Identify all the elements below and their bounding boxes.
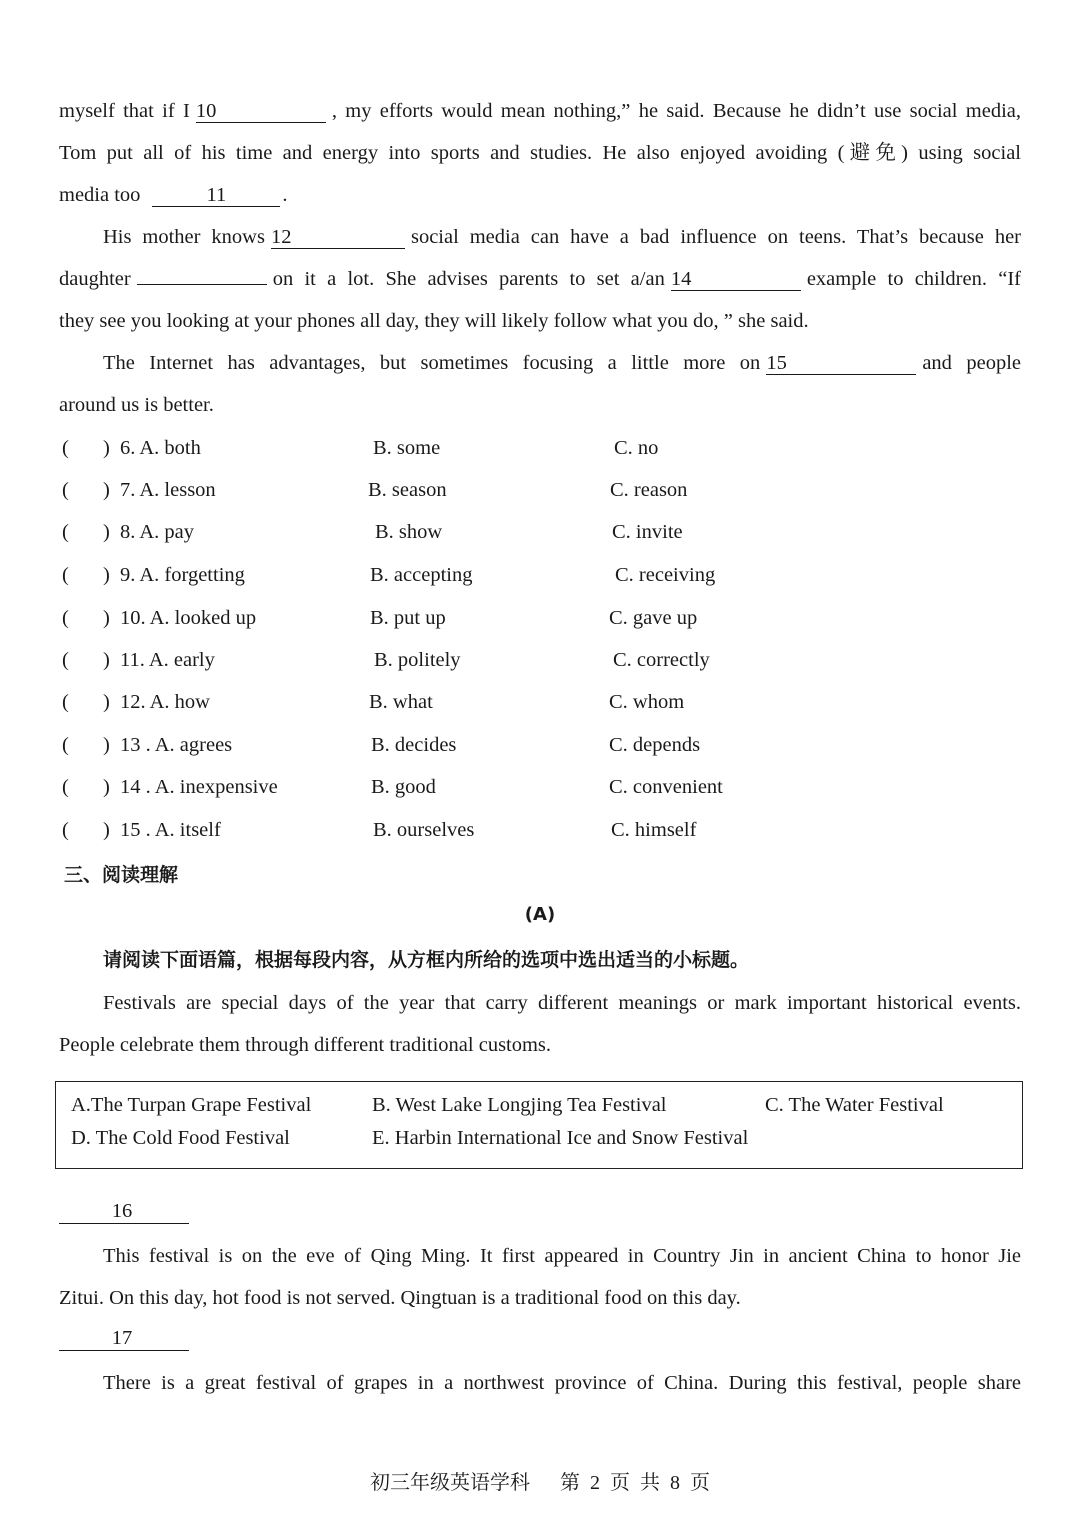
option-b: B. accepting — [370, 564, 473, 586]
answer-paren-close: ) — [103, 649, 110, 671]
page-footer: 初三年级英语学科 第 2 页 共 8 页 — [370, 1472, 710, 1494]
box-option-d: D. The Cold Food Festival — [71, 1127, 290, 1149]
answer-paren-open: ( — [62, 819, 69, 841]
passage-line-3 — [59, 181, 1021, 209]
option-a: 13 . A. agrees — [120, 734, 233, 756]
box-option-c: C. The Water Festival — [765, 1094, 944, 1116]
option-a: 7. A. lesson — [120, 479, 216, 501]
box-option-b: B. West Lake Longjing Tea Festival — [372, 1094, 667, 1116]
option-c: C. convenient — [609, 776, 723, 798]
option-a: 11. A. early — [120, 649, 215, 671]
intro-line-1: Festivals are special days of the year that carry different meanings or mark important historical events. — [103, 992, 1021, 1014]
passage-text: social media can have a bad influence on teens. That’s because her — [410, 226, 1021, 248]
answer-paren-open: ( — [62, 649, 69, 671]
answer-paren-close: ) — [103, 564, 110, 586]
item16-line-1: This festival is on the eve of Qing Ming. It first appeared in Country Jin in ancient China to honor Jie — [103, 1245, 1021, 1267]
answer-paren-close: ) — [103, 691, 110, 713]
passage-text: and people — [922, 352, 1021, 374]
passage-line-5 — [59, 265, 1021, 293]
passage-text: . — [282, 184, 288, 206]
passage-line-8: around us is better. — [59, 394, 214, 416]
option-b: B. good — [371, 776, 436, 798]
passage-text: myself that if I — [59, 100, 190, 122]
heading-blank-17: 17 — [59, 1326, 189, 1351]
option-b: B. ourselves — [373, 819, 475, 841]
passage-line-7 — [103, 349, 1021, 377]
answer-blank-10: 10 — [196, 100, 326, 123]
heading-options-box — [55, 1081, 1023, 1169]
section-instruction: 请阅读下面语篇，根据每段内容，从方框内所给的选项中选出适当的小标题。 — [103, 949, 750, 971]
section-title: 三、阅读理解 — [64, 864, 179, 886]
answer-paren-open: ( — [62, 437, 69, 459]
box-option-e: E. Harbin International Ice and Snow Festival — [372, 1127, 749, 1149]
option-a: 10. A. looked up — [120, 607, 257, 629]
answer-blank-13 — [137, 284, 267, 285]
option-c: C. whom — [609, 691, 685, 713]
answer-paren-close: ) — [103, 776, 110, 798]
answer-paren-close: ) — [103, 437, 110, 459]
option-b: B. some — [373, 437, 441, 459]
option-c: C. depends — [609, 734, 701, 756]
passage-text: example to children. “If — [806, 268, 1021, 290]
option-a: 6. A. both — [120, 437, 201, 459]
answer-paren-open: ( — [62, 607, 69, 629]
answer-paren-open: ( — [62, 479, 69, 501]
option-a: 9. A. forgetting — [120, 564, 245, 586]
answer-paren-open: ( — [62, 564, 69, 586]
answer-blank-14: 14 — [671, 268, 801, 291]
answer-paren-close: ) — [103, 521, 110, 543]
answer-blank-12: 12 — [271, 226, 405, 249]
option-c: C. receiving — [615, 564, 716, 586]
passage-text: His mother knows — [103, 226, 265, 248]
passage-line-4 — [103, 223, 1021, 251]
option-c: C. himself — [611, 819, 697, 841]
option-c: C. gave up — [609, 607, 698, 629]
option-b: B. decides — [371, 734, 457, 756]
heading-blank-16: 16 — [59, 1199, 189, 1224]
answer-blank-11: 11 — [152, 184, 280, 207]
option-b: B. show — [375, 521, 443, 543]
passage-line-1 — [59, 97, 1021, 125]
answer-paren-close: ) — [103, 479, 110, 501]
answer-paren-open: ( — [62, 521, 69, 543]
answer-paren-open: ( — [62, 734, 69, 756]
item17-line-1: There is a great festival of grapes in a northwest province of China. During this festival, people share — [103, 1372, 1021, 1394]
option-b: B. politely — [374, 649, 461, 671]
option-c: C. reason — [610, 479, 688, 501]
passage-line-2: Tom put all of his time and energy into sports and studies. He also enjoyed avoiding (避免) using social — [59, 142, 1021, 164]
option-a: 15 . A. itself — [120, 819, 221, 841]
answer-paren-close: ) — [103, 819, 110, 841]
passage-text: media too — [59, 184, 141, 206]
option-b: B. put up — [370, 607, 446, 629]
answer-paren-open: ( — [62, 776, 69, 798]
option-b: B. season — [368, 479, 447, 501]
option-a: 14 . A. inexpensive — [120, 776, 278, 798]
passage-text: The Internet has advantages, but sometimes focusing a little more on — [103, 352, 761, 374]
item16-line-2: Zitui. On this day, hot food is not served. Qingtuan is a traditional food on this day. — [59, 1287, 741, 1309]
intro-line-2: People celebrate them through different traditional customs. — [59, 1034, 552, 1056]
box-option-a: A.The Turpan Grape Festival — [71, 1094, 312, 1116]
answer-paren-close: ) — [103, 734, 110, 756]
passage-text: on it a lot. She advises parents to set a/an — [272, 268, 665, 290]
answer-paren-open: ( — [62, 691, 69, 713]
option-c: C. correctly — [613, 649, 710, 671]
option-c: C. invite — [612, 521, 683, 543]
option-c: C. no — [614, 437, 659, 459]
part-label: (A) — [524, 904, 556, 925]
option-a: 8. A. pay — [120, 521, 195, 543]
answer-blank-15: 15 — [766, 352, 916, 375]
option-b: B. what — [369, 691, 433, 713]
passage-text: daughter — [59, 268, 131, 290]
answer-paren-close: ) — [103, 607, 110, 629]
passage-text: , my efforts would mean nothing,” he said. Because he didn’t use social media, — [331, 100, 1022, 122]
option-a: 12. A. how — [120, 691, 210, 713]
passage-line-6: they see you looking at your phones all day, they will likely follow what you do, ” she said. — [59, 310, 809, 332]
